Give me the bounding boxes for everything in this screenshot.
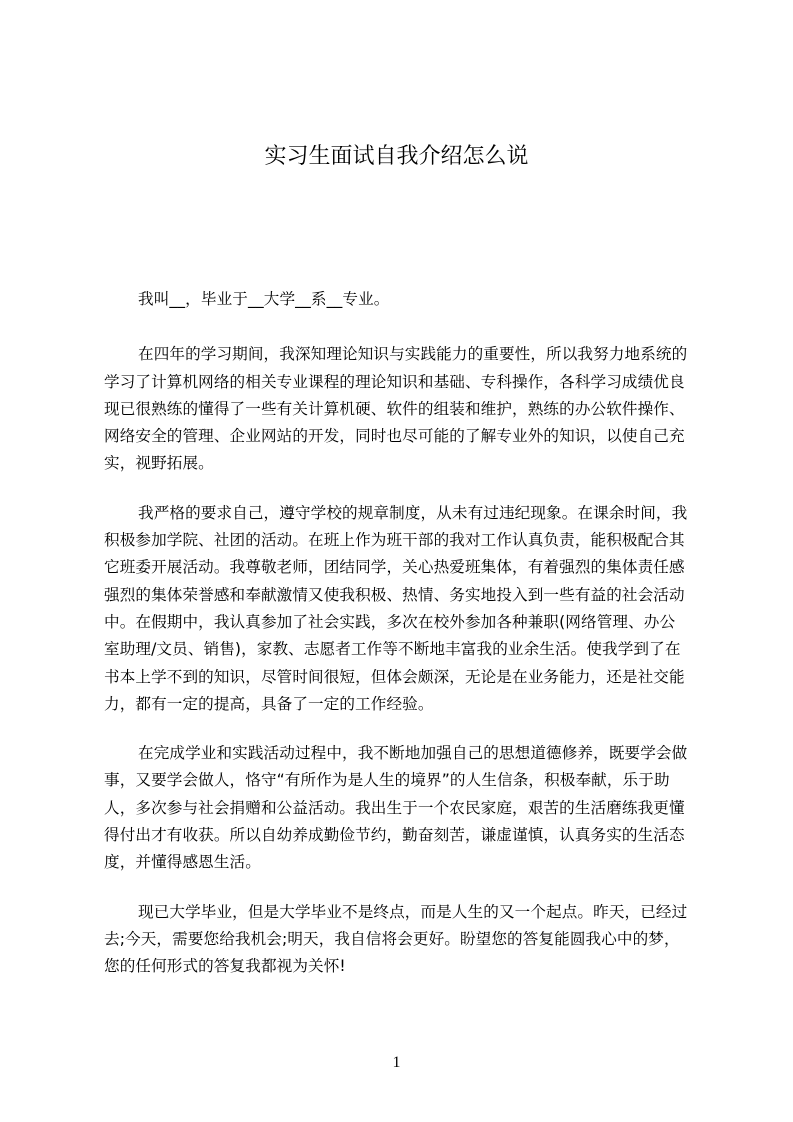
text-line: 它班委开展活动。我尊敬老师，团结同学，关心热爱班集体，有着强烈的集体责任感 — [104, 558, 685, 577]
paragraph — [104, 500, 700, 718]
paragraph — [104, 740, 700, 876]
text-line: 事，又要学会做人，恪守“有所作为是人生的境界”的人生信条，积极奉献，乐于助 — [104, 771, 670, 790]
text-line: 您的任何形式的答复我都视为关怀! — [104, 957, 346, 976]
text-line: 实，视野拓展。 — [104, 454, 214, 473]
text-line: 我严格的要求自己，遵守学校的规章制度，从未有过违纪现象。在课余时间，我 — [138, 503, 688, 522]
text-line: 在四年的学习期间，我深知理论知识与实践能力的重要性，所以我努力地系统的 — [138, 345, 688, 364]
text-line: 现已大学毕业，但是大学毕业不是终点，而是人生的又一个起点。昨天，已经过 — [138, 902, 688, 921]
text-line: 现已很熟练的懂得了一些有关计算机硬、软件的组装和维护，熟练的办公软件操作、 — [104, 399, 685, 418]
text-line: 强烈的集体荣誉感和奉献激情又使我积极、热情、务实地投入到一些有益的社会活动 — [104, 585, 685, 604]
text-line: 人，多次参与社会捐赠和公益活动。我出生于一个农民家庭，艰苦的生活磨练我更懂 — [104, 798, 685, 817]
text-line: 度，并懂得感恩生活。 — [104, 853, 261, 872]
text-line: 去;今天，需要您给我机会;明天，我自信将会更好。盼望您的答复能圆我心中的梦， — [104, 929, 680, 948]
paragraph — [104, 899, 700, 981]
paragraph — [104, 341, 700, 477]
document-body — [104, 286, 700, 1003]
text-line: 中。在假期中，我认真参加了社会实践，多次在校外参加各种兼职(网络管理、办公 — [104, 612, 676, 631]
text-line: 网络安全的管理、企业网站的开发，同时也尽可能的了解专业外的知识，以使自己充 — [104, 427, 685, 446]
text-line: 我叫__，毕业于__大学__系__专业。 — [138, 290, 390, 308]
text-line: 学习了计算机网络的相关专业课程的理论知识和基础、专科操作，各科学习成绩优良 — [104, 372, 685, 391]
text-line: 书本上学不到的知识，尽管时间很短，但体会颇深，无论是在业务能力，还是社交能 — [104, 667, 685, 686]
page-number: 1 — [392, 1054, 401, 1071]
document-title: 实习生面试自我介绍怎么说 — [264, 144, 529, 169]
text-line: 在完成学业和实践活动过程中，我不断地加强自己的思想道德修养，既要学会做 — [138, 744, 688, 763]
text-line: 得付出才有收获。所以自幼养成勤俭节约，勤奋刻苦，谦虚谨慎，认真务实的生活态 — [104, 826, 685, 845]
text-line: 室助理/文员、销售)，家教、志愿者工作等不断地丰富我的业余生活。使我学到了在 — [104, 640, 681, 659]
text-line: 积极参加学院、社团的活动。在班上作为班干部的我对工作认真负责，能积极配合其 — [104, 531, 685, 550]
paragraph — [104, 286, 700, 313]
text-line: 力，都有一定的提高，具备了一定的工作经验。 — [104, 694, 434, 713]
